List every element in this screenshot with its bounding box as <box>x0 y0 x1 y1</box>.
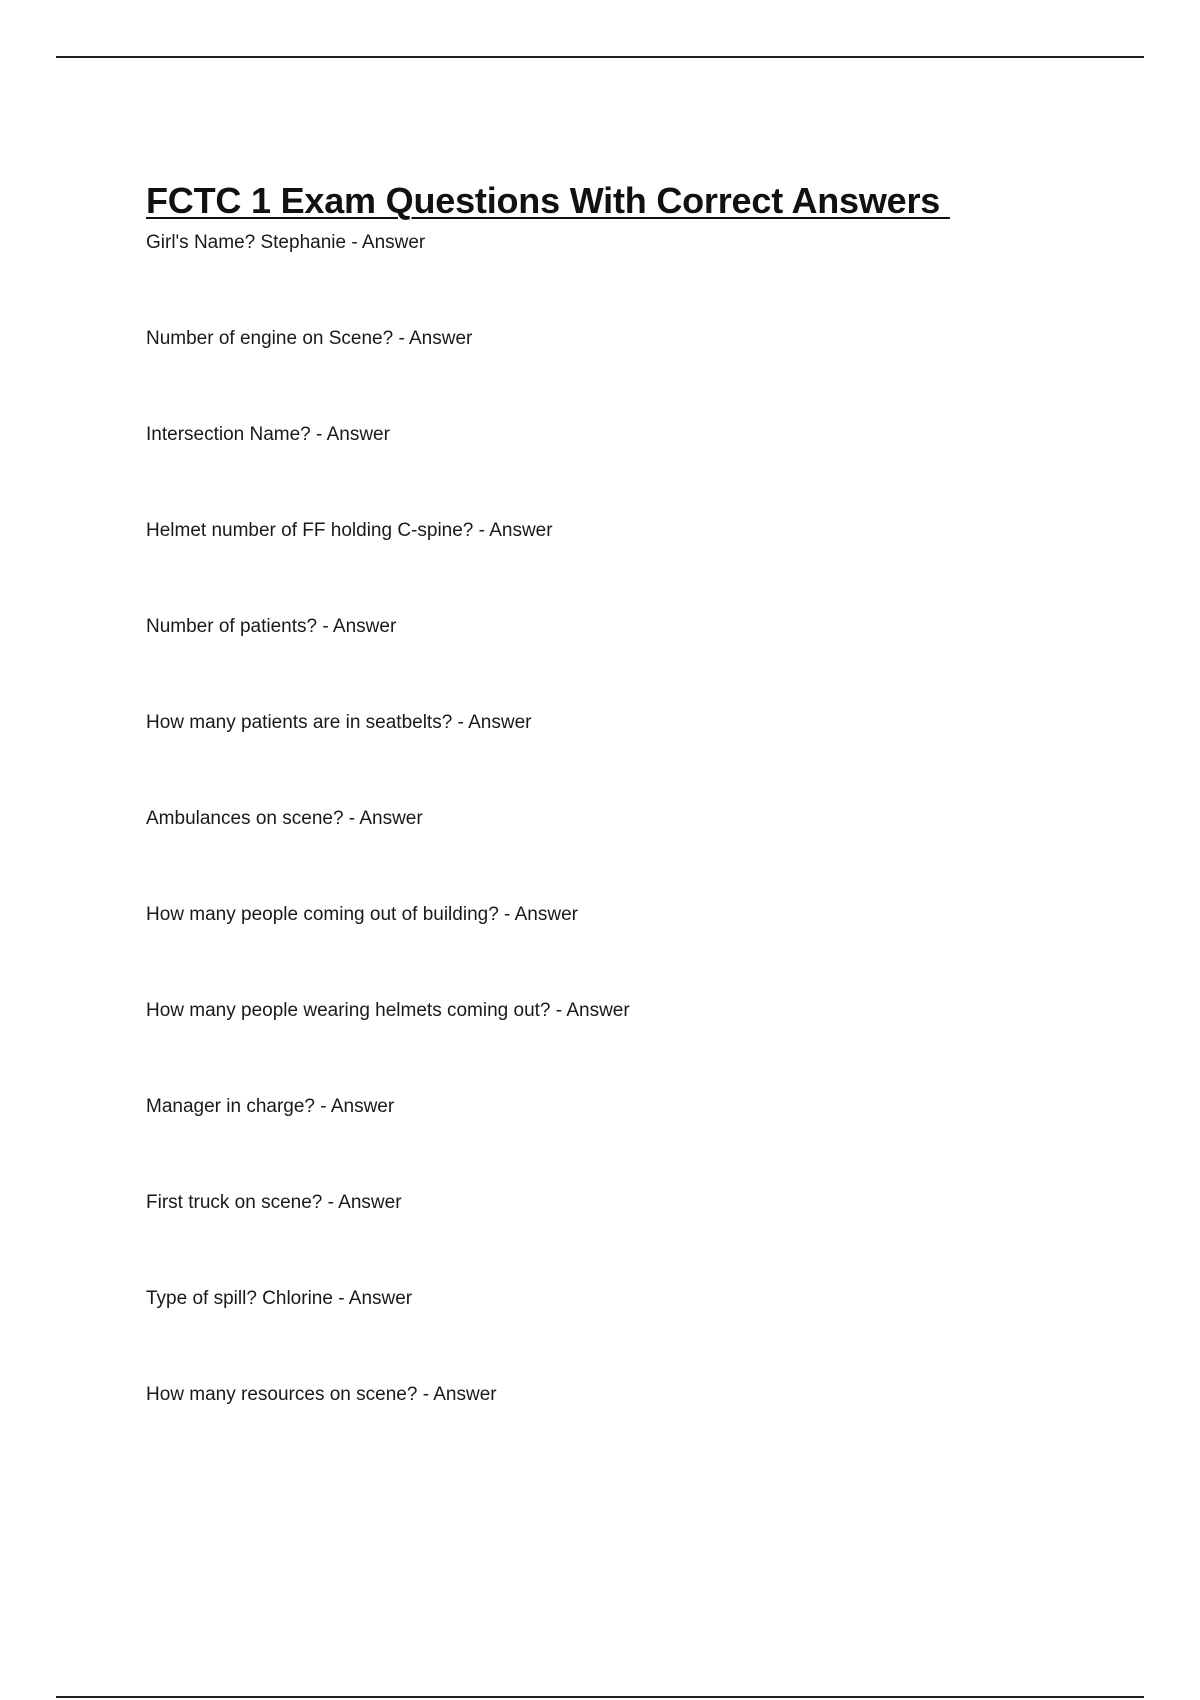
question-item: How many people coming out of building? - Answer <box>146 904 578 925</box>
question-item: First truck on scene? - Answer <box>146 1192 402 1213</box>
question-item: How many people wearing helmets coming out? - Answer <box>146 1000 630 1021</box>
question-item: Type of spill? Chlorine - Answer <box>146 1288 413 1309</box>
question-item: Ambulances on scene? - Answer <box>146 808 423 829</box>
question-item: Intersection Name? - Answer <box>146 424 390 445</box>
top-rule <box>56 56 1144 58</box>
question-item: How many patients are in seatbelts? - Answer <box>146 712 532 733</box>
question-item: Number of engine on Scene? - Answer <box>146 328 473 349</box>
question-item: Girl's Name? Stephanie - Answer <box>146 232 426 253</box>
question-item: Manager in charge? - Answer <box>146 1096 395 1117</box>
document-body <box>146 178 1106 1407</box>
question-item: Helmet number of FF holding C-spine? - Answer <box>146 520 553 541</box>
bottom-rule <box>56 1696 1144 1698</box>
question-item: Number of patients? - Answer <box>146 616 397 637</box>
question-list <box>146 231 1106 1407</box>
document-title: FCTC 1 Exam Questions With Correct Answers <box>146 180 950 221</box>
question-item: How many resources on scene? - Answer <box>146 1384 497 1405</box>
